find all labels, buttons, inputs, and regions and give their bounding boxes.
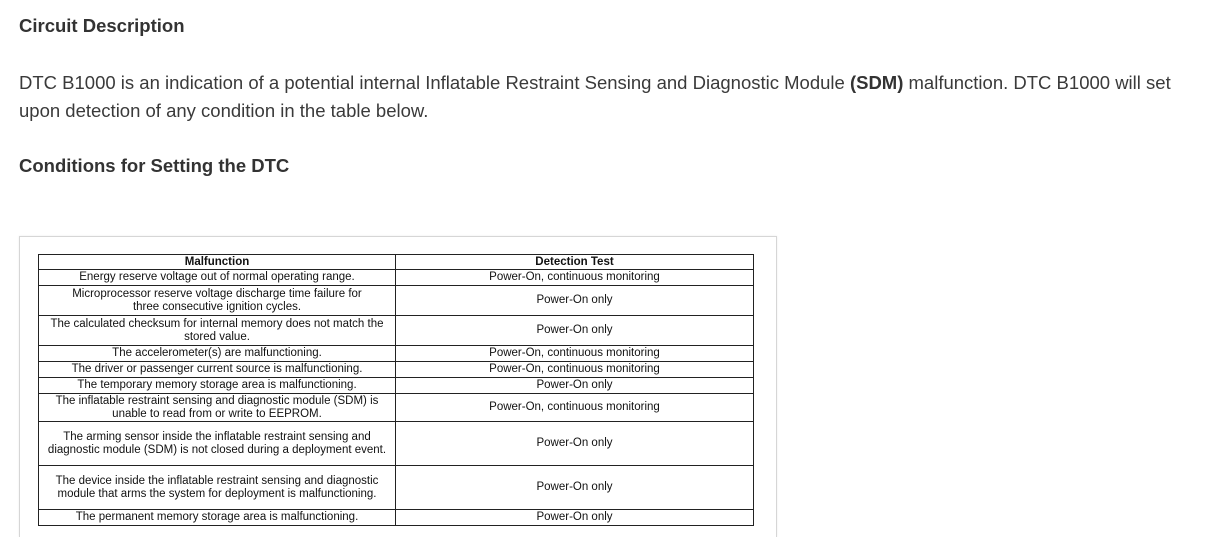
malfunction-cell: The permanent memory storage area is malfunctioning.: [39, 510, 396, 526]
description-text-start: DTC B1000 is an indication of a potential internal Inflatable Restraint Sensing and Diagnostic Module: [19, 72, 850, 93]
description-sdm-bold: (SDM): [849, 72, 904, 93]
table-row: [39, 286, 754, 316]
table-header-row: [39, 255, 754, 270]
detection-test-cell: Power-On only: [396, 422, 754, 466]
malfunction-cell: The driver or passenger current source is malfunctioning.: [39, 362, 396, 378]
table-row: [39, 362, 754, 378]
detection-test-cell: Power-On only: [396, 510, 754, 526]
detection-test-cell: Power-On, continuous monitoring: [396, 362, 754, 378]
table-row: [39, 378, 754, 394]
detection-test-cell: Power-On only: [396, 286, 754, 316]
table-row: [39, 270, 754, 286]
table-row: [39, 316, 754, 346]
detection-test-cell: Power-On only: [396, 316, 754, 346]
malfunction-cell: The temporary memory storage area is malfunctioning.: [39, 378, 396, 394]
description-text-end: malfunction. DTC B1000 will set upon detection of any condition in the table below.: [19, 72, 1171, 121]
malfunction-cell: The inflatable restraint sensing and diagnostic module (SDM) is unable to read from or write to EEPROM.: [39, 394, 396, 422]
header-malfunction: Malfunction: [39, 255, 396, 270]
detection-test-cell: Power-On, continuous monitoring: [396, 394, 754, 422]
table-row: [39, 422, 754, 466]
table-row: [39, 394, 754, 422]
detection-test-cell: Power-On, continuous monitoring: [396, 346, 754, 362]
detection-test-cell: Power-On only: [396, 378, 754, 394]
table-row: [39, 510, 754, 526]
conditions-table-figure: [19, 236, 777, 537]
detection-test-cell: Power-On, continuous monitoring: [396, 270, 754, 286]
detection-test-cell: Power-On only: [396, 466, 754, 510]
circuit-description-text: [19, 69, 1209, 125]
header-detection-test: Detection Test: [396, 255, 754, 270]
table-row: [39, 346, 754, 362]
circuit-description-heading: Circuit Description: [19, 15, 185, 36]
malfunction-cell: The device inside the inflatable restraint sensing and diagnostic module that arms the system for deployment is malfunctioning.: [39, 466, 396, 510]
table-row: [39, 466, 754, 510]
malfunction-cell: Energy reserve voltage out of normal operating range.: [39, 270, 396, 286]
malfunction-cell: Microprocessor reserve voltage discharge time failure for three consecutive ignition cycles.: [39, 286, 396, 316]
malfunction-cell: The arming sensor inside the inflatable restraint sensing and diagnostic module (SDM) is not closed during a deployment event.: [39, 422, 396, 466]
conditions-table: [38, 254, 754, 526]
conditions-heading: Conditions for Setting the DTC: [19, 155, 290, 176]
malfunction-cell: The accelerometer(s) are malfunctioning.: [39, 346, 396, 362]
malfunction-cell: The calculated checksum for internal memory does not match the stored value.: [39, 316, 396, 346]
